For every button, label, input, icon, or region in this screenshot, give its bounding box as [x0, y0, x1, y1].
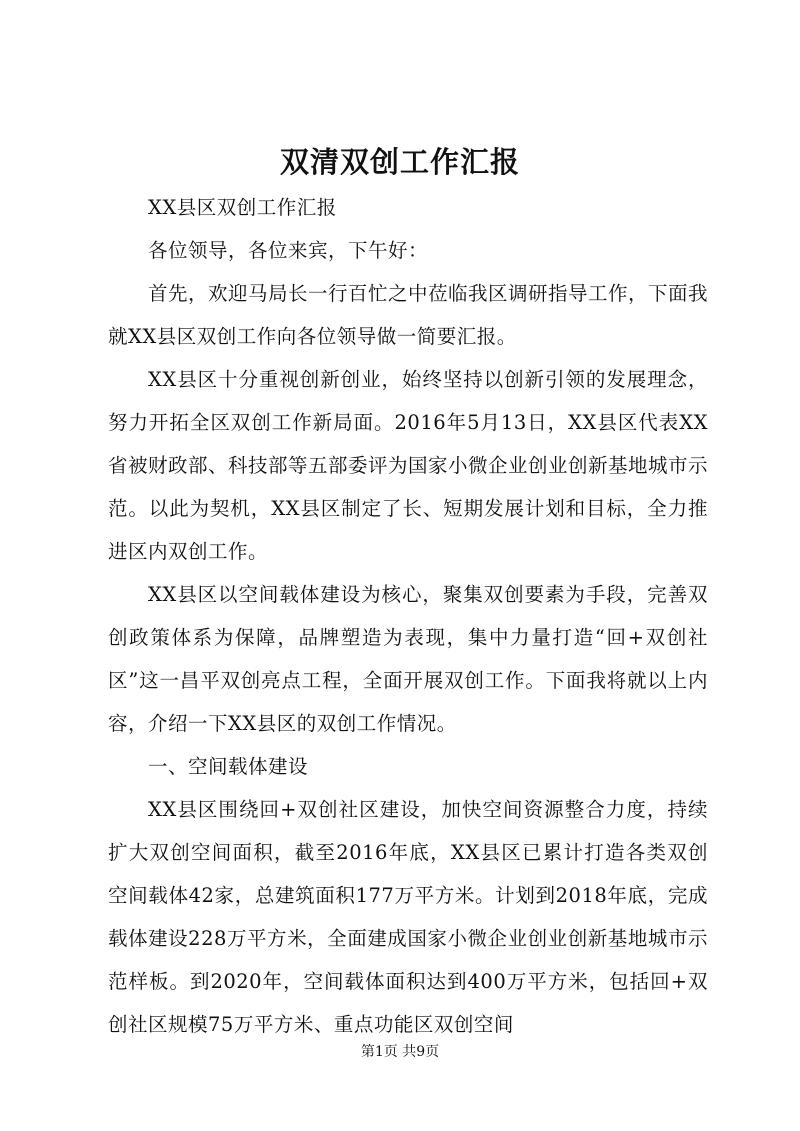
paragraph-heading: XX县区双创工作汇报 [148, 196, 337, 219]
paragraph-strategy: XX县区以空间载体建设为核心，聚集双创要素为手段，完善双创政策体系为保障，品牌塑造为表现，集中力量打造“回+双创社区”这一昌平双创亮点工程，全面开展双创工作。下面我将就以上内容，介绍一下XX县区的双创工作情况。 [108, 583, 708, 735]
page-number-footer: 第1页 共9页 [360, 1044, 440, 1060]
section-heading-space: 一、空间载体建设 [148, 755, 309, 778]
document-body [108, 186, 708, 1046]
document-title: 双清双创工作汇报 [279, 145, 520, 179]
paragraph-intro: 首先，欢迎马局长一行百忙之中莅临我区调研指导工作，下面我就XX县区双创工作向各位领导做一简要汇报。 [108, 282, 709, 348]
paragraph-overview: XX县区十分重视创新创业，始终坚持以创新引领的发展理念，努力开拓全区双创工作新局面。2016年5月13日，XX县区代表XX省被财政部、科技部等五部委评为国家小微企业创业创新基地城市示范。以此为契机，XX县区制定了长、短期发展计划和目标，全力推进区内双创工作。 [108, 368, 709, 563]
paragraph-greeting: 各位领导，各位来宾，下午好： [148, 239, 429, 262]
paragraph-space: XX县区围绕回+双创社区建设，加快空间资源整合力度，持续扩大双创空间面积，截至2016年底，XX县区已累计打造各类双创空间载体42家，总建筑面积177万平方米。计划到2018年底，完成载体建设228万平方米，全面建成国家小微企业创业创新基地城市示范样板。到2020年，空间载体面积达到400万平方米，包括回+双创社区规模75万平方米、重点功能区双创空间 [108, 798, 708, 1036]
